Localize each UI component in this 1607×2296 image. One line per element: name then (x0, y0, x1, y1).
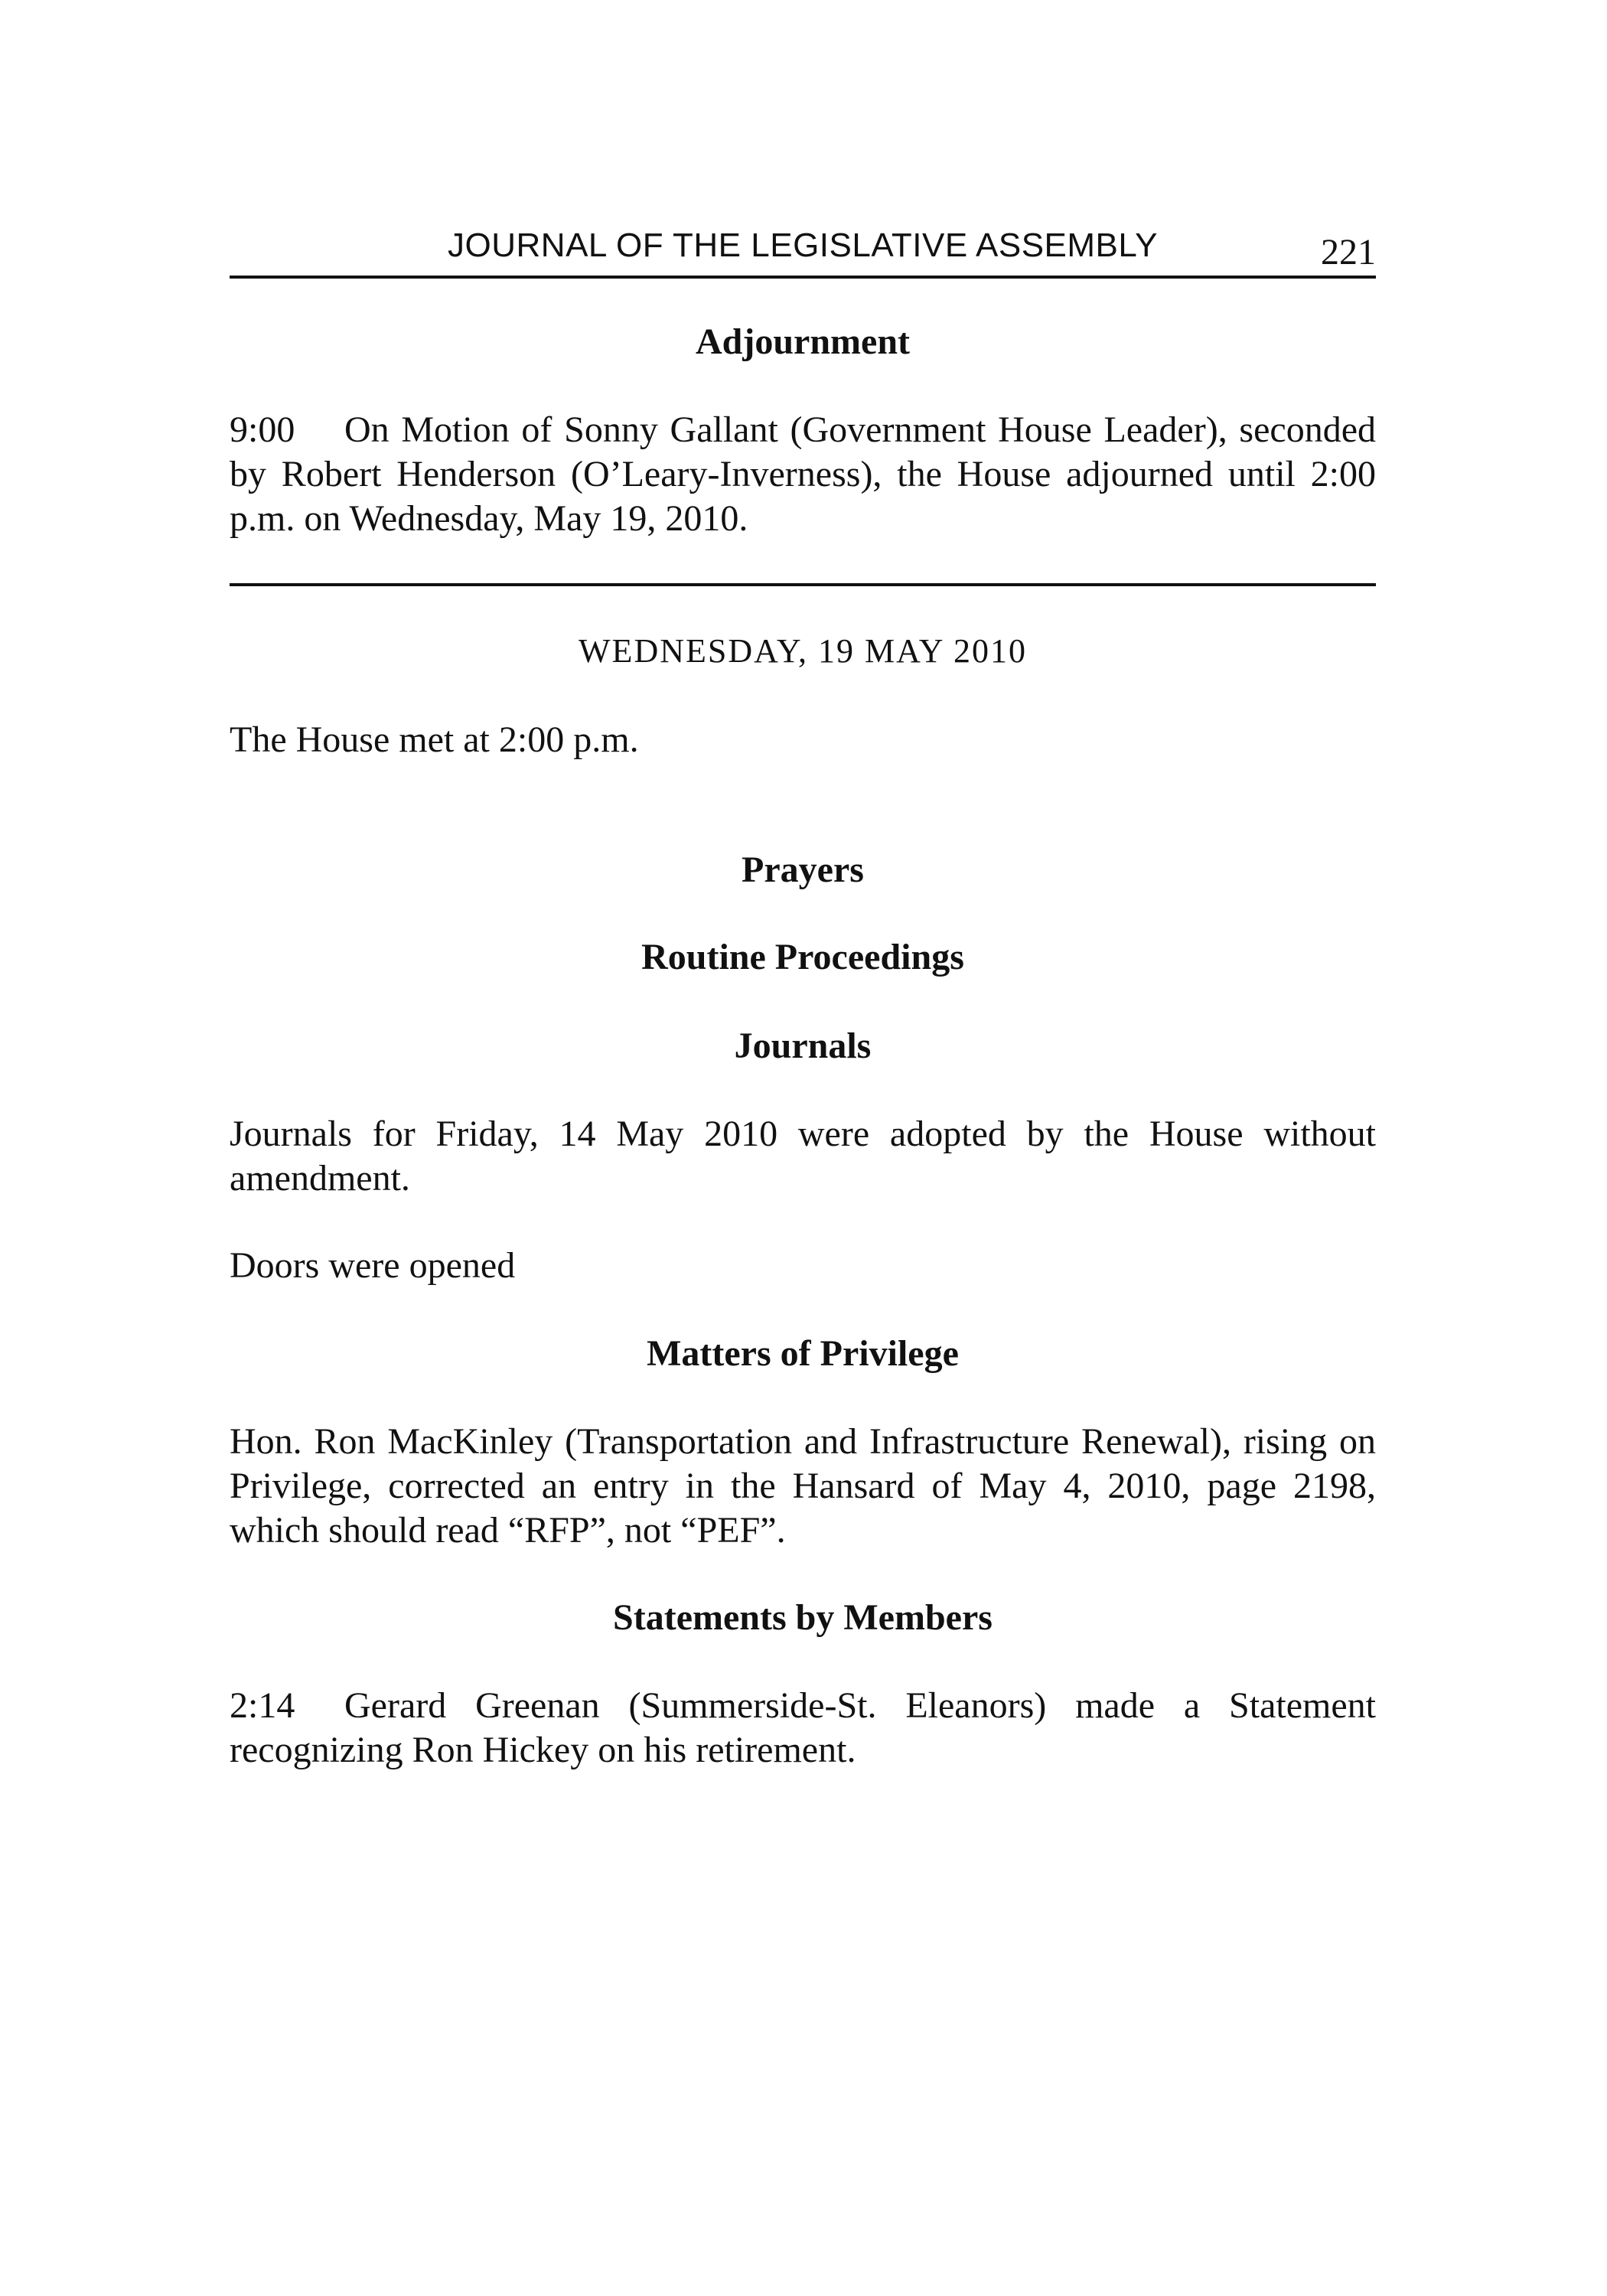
statement-paragraph (230, 1684, 1376, 1773)
sitting-divider (230, 583, 1376, 586)
routine-proceedings-heading: Routine Proceedings (641, 937, 964, 977)
journals-text: Journals for Friday, 14 May 2010 were adopted by the House without amendment. (230, 1114, 1376, 1199)
statement-time: 2:14 (230, 1685, 295, 1726)
adjournment-paragraph (230, 408, 1376, 541)
prayers-heading: Prayers (742, 850, 864, 890)
house-met-text: The House met at 2:00 p.m. (230, 719, 639, 760)
journals-heading: Journals (734, 1026, 872, 1066)
privilege-text: Hon. Ron MacKinley (Transportation and Infrastructure Renewal), rising on Privilege, corrected an entry in the Hansard of May 4, 2010, page 2198, which should read “RFP”, not “PEF”. (230, 1421, 1376, 1551)
statement-text: Gerard Greenan (Summerside-St. Eleanors) made a Statement recognizing Ron Hickey on his retirement. (230, 1685, 1376, 1770)
running-header (230, 222, 1376, 279)
page-number: 221 (1321, 232, 1376, 272)
privilege-heading: Matters of Privilege (647, 1333, 959, 1374)
statements-heading: Statements by Members (613, 1597, 993, 1638)
adjournment-text: On Motion of Sonny Gallant (Government House Leader), seconded by Robert Henderson (O’Leary-Inverness), the House adjourned until 2:00 p.m. on Wednesday, May 19, 2010. (230, 409, 1376, 539)
sitting-date: WEDNESDAY, 19 MAY 2010 (579, 632, 1027, 670)
doors-text: Doors were opened (230, 1245, 516, 1286)
adjournment-time: 9:00 (230, 409, 295, 450)
adjournment-heading: Adjournment (695, 321, 910, 362)
running-title: JOURNAL OF THE LEGISLATIVE ASSEMBLY (448, 227, 1158, 264)
